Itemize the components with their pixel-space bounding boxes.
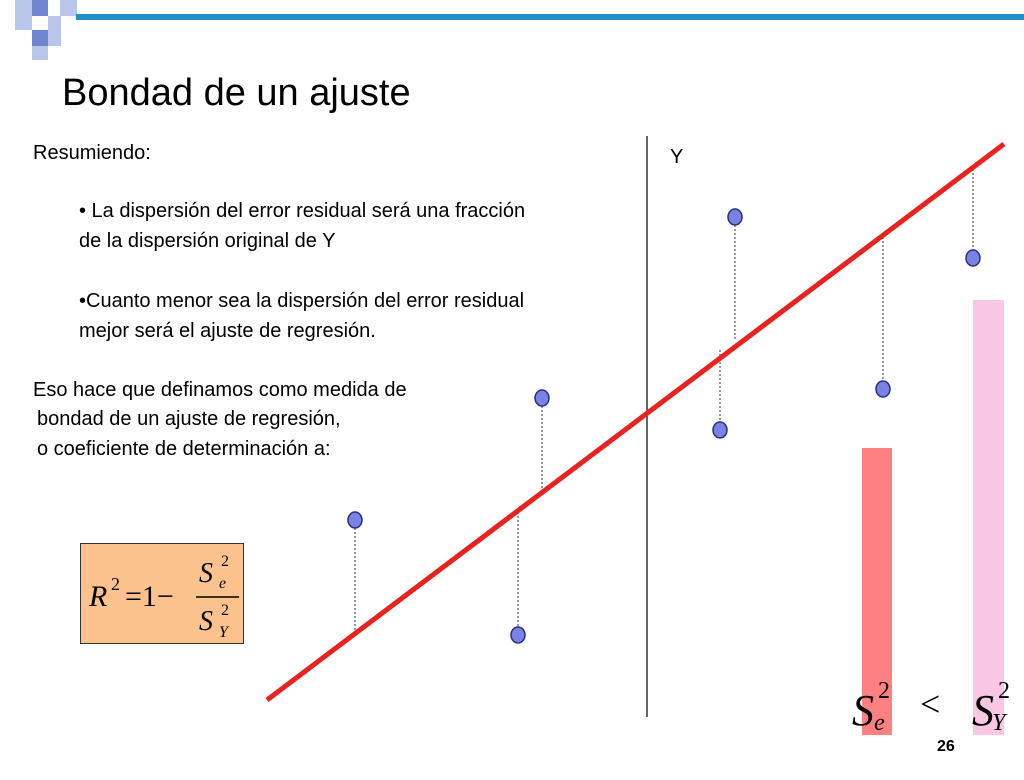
comparison-sy-exponent: 2 [998, 678, 1010, 704]
data-point-3 [535, 390, 549, 406]
data-point-5 [728, 209, 742, 225]
resumiendo-label: Resumiendo: [33, 142, 151, 164]
total-dispersion-bar [973, 300, 1004, 735]
eso-line-1: Eso hace que definamos como medida de [33, 379, 407, 401]
formula-denominator-exponent: 2 [221, 602, 229, 619]
eso-line-3: o coeficiente de determinación a: [37, 438, 331, 460]
comparison-sy-s: S [972, 686, 994, 735]
slide-number: 26 [937, 738, 955, 755]
comparison-se-exponent: 2 [878, 678, 890, 704]
formula-equals-one-minus: =1− [125, 580, 174, 613]
comparison-sy-subscript: Y [992, 710, 1006, 736]
data-point-2 [511, 627, 525, 643]
data-point-6 [876, 381, 890, 397]
bullet-1-line-1: • La dispersión del error residual será una fracción [79, 200, 526, 222]
comparison-se-subscript: e [874, 710, 885, 736]
formula-numerator-s: S [199, 558, 213, 589]
eso-line-2: bondad de un ajuste de regresión, [37, 408, 341, 430]
bullet-1-line-2: de la dispersión original de Y [79, 230, 336, 252]
formula-numerator-subscript: e [219, 575, 227, 592]
formula-denominator-subscript: Y [219, 624, 228, 641]
regression-line [267, 144, 1004, 700]
comparison-operator: < [920, 684, 941, 724]
formula-r: R [89, 580, 108, 613]
slide-title: Bondad de un ajuste [62, 72, 411, 114]
data-point-4 [713, 422, 727, 438]
formula-numerator-exponent: 2 [221, 553, 229, 570]
bullet-2-line-2: mejor será el ajuste de regresión. [79, 320, 376, 342]
formula-r-exponent: 2 [111, 574, 120, 594]
formula-denominator-s: S [199, 606, 213, 637]
data-point-1 [348, 512, 362, 528]
data-point-7 [966, 250, 980, 266]
comparison-se-s: S [852, 686, 874, 735]
y-axis-label: Y [670, 146, 684, 168]
bullet-2-line-1: •Cuanto menor sea la dispersión del error residual [79, 290, 525, 312]
